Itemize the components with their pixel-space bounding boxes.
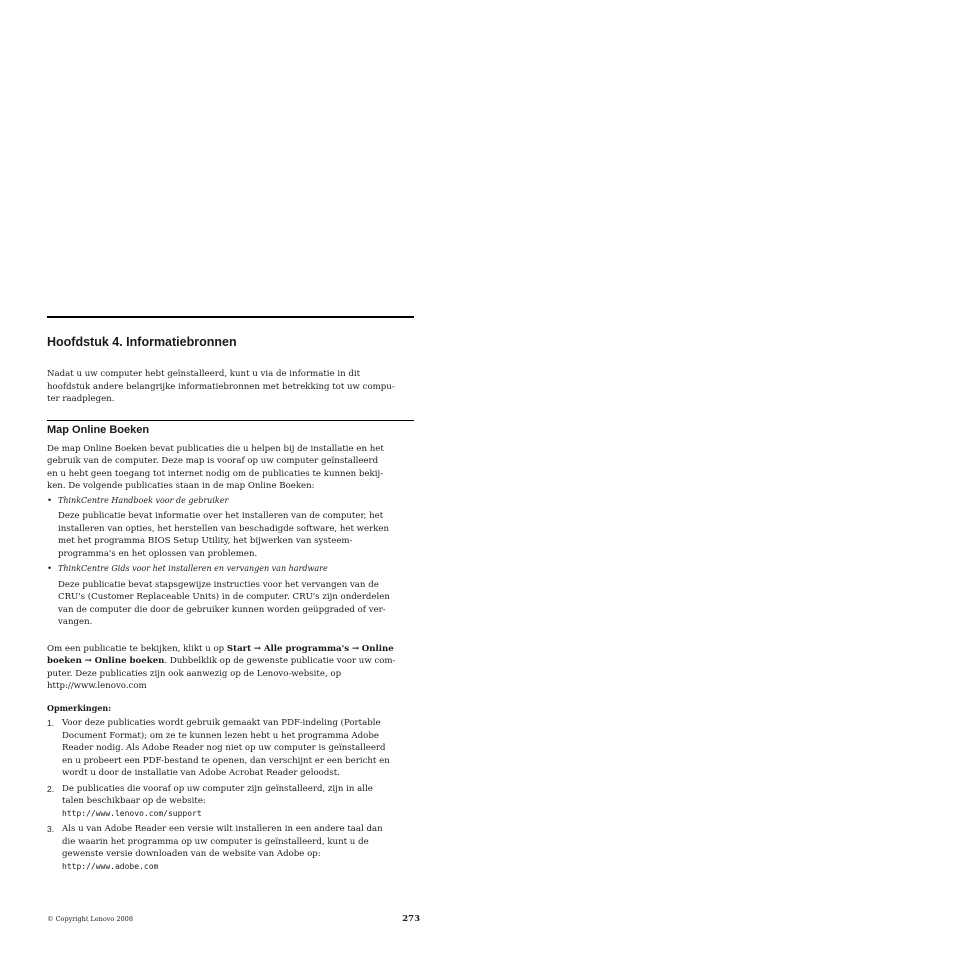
note-line: die waarin het programma op uw computer is geïnstalleerd, kunt u de bbox=[62, 836, 369, 847]
note-line: gewenste versie downloaden van de website van Adobe op: bbox=[62, 849, 321, 859]
menu-all-programs: Alle programma's bbox=[263, 643, 350, 654]
arrow-icon: → bbox=[253, 643, 262, 654]
menu-online: Online bbox=[361, 643, 394, 654]
lenovo-link[interactable]: http://www.lenovo.com bbox=[47, 681, 147, 691]
note-line: Als u van Adobe Reader een versie wilt installeren in een andere taal dan bbox=[62, 824, 383, 834]
chapter-rule bbox=[47, 316, 414, 318]
note-number: 1. bbox=[47, 718, 55, 728]
publication-item bbox=[47, 563, 414, 629]
publication-desc-line: Deze publicatie bevat informatie over het installeren van de computer, het bbox=[58, 511, 384, 521]
chapter-intro bbox=[47, 368, 414, 406]
section-intro-line: gebruik van de computer. Deze map is vooraf op uw computer geïnstalleerd bbox=[47, 456, 379, 466]
publication-description bbox=[58, 510, 414, 560]
chapter-intro-line: hoofdstuk andere belangrijke informatiebronnen met betrekking tot uw compu- bbox=[47, 381, 395, 392]
note-line: Voor deze publicaties wordt gebruik gemaakt van PDF-indeling (Portable bbox=[62, 718, 381, 728]
bullet-icon: • bbox=[47, 495, 53, 506]
copyright-notice: © Copyright Lenovo 2008 bbox=[47, 915, 133, 923]
publication-description bbox=[58, 579, 414, 629]
note-line: talen beschikbaar op de website: bbox=[62, 796, 206, 806]
section-rule bbox=[47, 420, 414, 421]
note-number: 2. bbox=[47, 783, 55, 794]
publication-desc-line: met het programma BIOS Setup Utility, het bijwerken van systeem- bbox=[58, 536, 353, 546]
howto-prefix: Om een publicatie te bekijken, klikt u op bbox=[47, 643, 227, 654]
document-page bbox=[47, 316, 414, 876]
howto-line: puter. Deze publicaties zijn ook aanwezig op de Lenovo-website, op bbox=[47, 668, 342, 679]
note-line: wordt u door de installatie van Adobe Acrobat Reader geloodst. bbox=[62, 768, 340, 778]
note-item bbox=[47, 783, 414, 821]
publication-desc-line: CRU's (Customer Replaceable Units) in de computer. CRU's zijn onderdelen bbox=[58, 592, 390, 602]
publication-item bbox=[47, 495, 414, 561]
bullet-icon: • bbox=[47, 564, 53, 574]
note-line: Document Format); om ze te kunnen lezen hebt u het programma Adobe bbox=[62, 730, 379, 741]
publication-title: ThinkCentre Handboek voor de gebruiker bbox=[58, 495, 229, 505]
chapter-title: Hoofdstuk 4. Informatiebronnen bbox=[47, 335, 237, 349]
arrow-icon: → bbox=[84, 656, 92, 666]
menu-books: boeken bbox=[47, 656, 82, 666]
page-number: 273 bbox=[402, 914, 420, 924]
note-line: en u probeert een PDF-bestand te openen, dan verschijnt er een bericht en bbox=[62, 755, 390, 766]
howto-suffix: . Dubbelklik op de gewenste publicatie voor uw com- bbox=[164, 656, 396, 666]
publication-title: ThinkCentre Gids voor het installeren en vervangen van hardware bbox=[58, 564, 328, 573]
publication-list bbox=[47, 495, 414, 629]
publication-desc-line: Deze publicatie bevat stapsgewijze instructies voor het vervangen van de bbox=[58, 579, 379, 590]
note-line: Reader nodig. Als Adobe Reader nog niet op uw computer is geïnstalleerd bbox=[62, 743, 386, 753]
support-link[interactable]: http://www.lenovo.com/support bbox=[62, 808, 202, 818]
section-intro bbox=[47, 443, 414, 493]
publication-desc-line: vangen. bbox=[58, 617, 93, 627]
publication-desc-line: van de computer die door de gebruiker kunnen worden geüpgraded of ver- bbox=[58, 604, 386, 615]
section-intro-line: en u hebt geen toegang tot internet nodig om de publicaties te kunnen bekij- bbox=[47, 468, 384, 479]
section-intro-line: ken. De volgende publicaties staan in de map Online Boeken: bbox=[47, 481, 315, 491]
publication-desc-line: programma's en het oplossen van problemen. bbox=[58, 548, 258, 559]
section-intro-line: De map Online Boeken bevat publicaties die u helpen bij de installatie en het bbox=[47, 443, 384, 454]
section-title: Map Online Boeken bbox=[47, 423, 150, 436]
chapter-intro-line: ter raadplegen. bbox=[47, 394, 115, 404]
note-item bbox=[47, 823, 414, 873]
menu-online-books: Online boeken bbox=[94, 656, 165, 666]
notes-list bbox=[47, 717, 414, 873]
chapter-intro-line: Nadat u uw computer hebt geïnstalleerd, kunt u via de informatie in dit bbox=[47, 369, 361, 379]
notes-heading: Opmerkingen: bbox=[47, 702, 112, 713]
menu-start: Start bbox=[226, 643, 252, 654]
howto-paragraph bbox=[47, 643, 414, 693]
adobe-link[interactable]: http://www.adobe.com bbox=[62, 861, 159, 871]
arrow-icon: → bbox=[351, 643, 360, 654]
publication-desc-line: installeren van opties, het herstellen van beschadigde software, het werken bbox=[58, 523, 390, 534]
note-line: De publicaties die vooraf op uw computer zijn geïnstalleerd, zijn in alle bbox=[62, 783, 373, 794]
note-item bbox=[47, 717, 414, 780]
note-number: 3. bbox=[47, 824, 55, 834]
